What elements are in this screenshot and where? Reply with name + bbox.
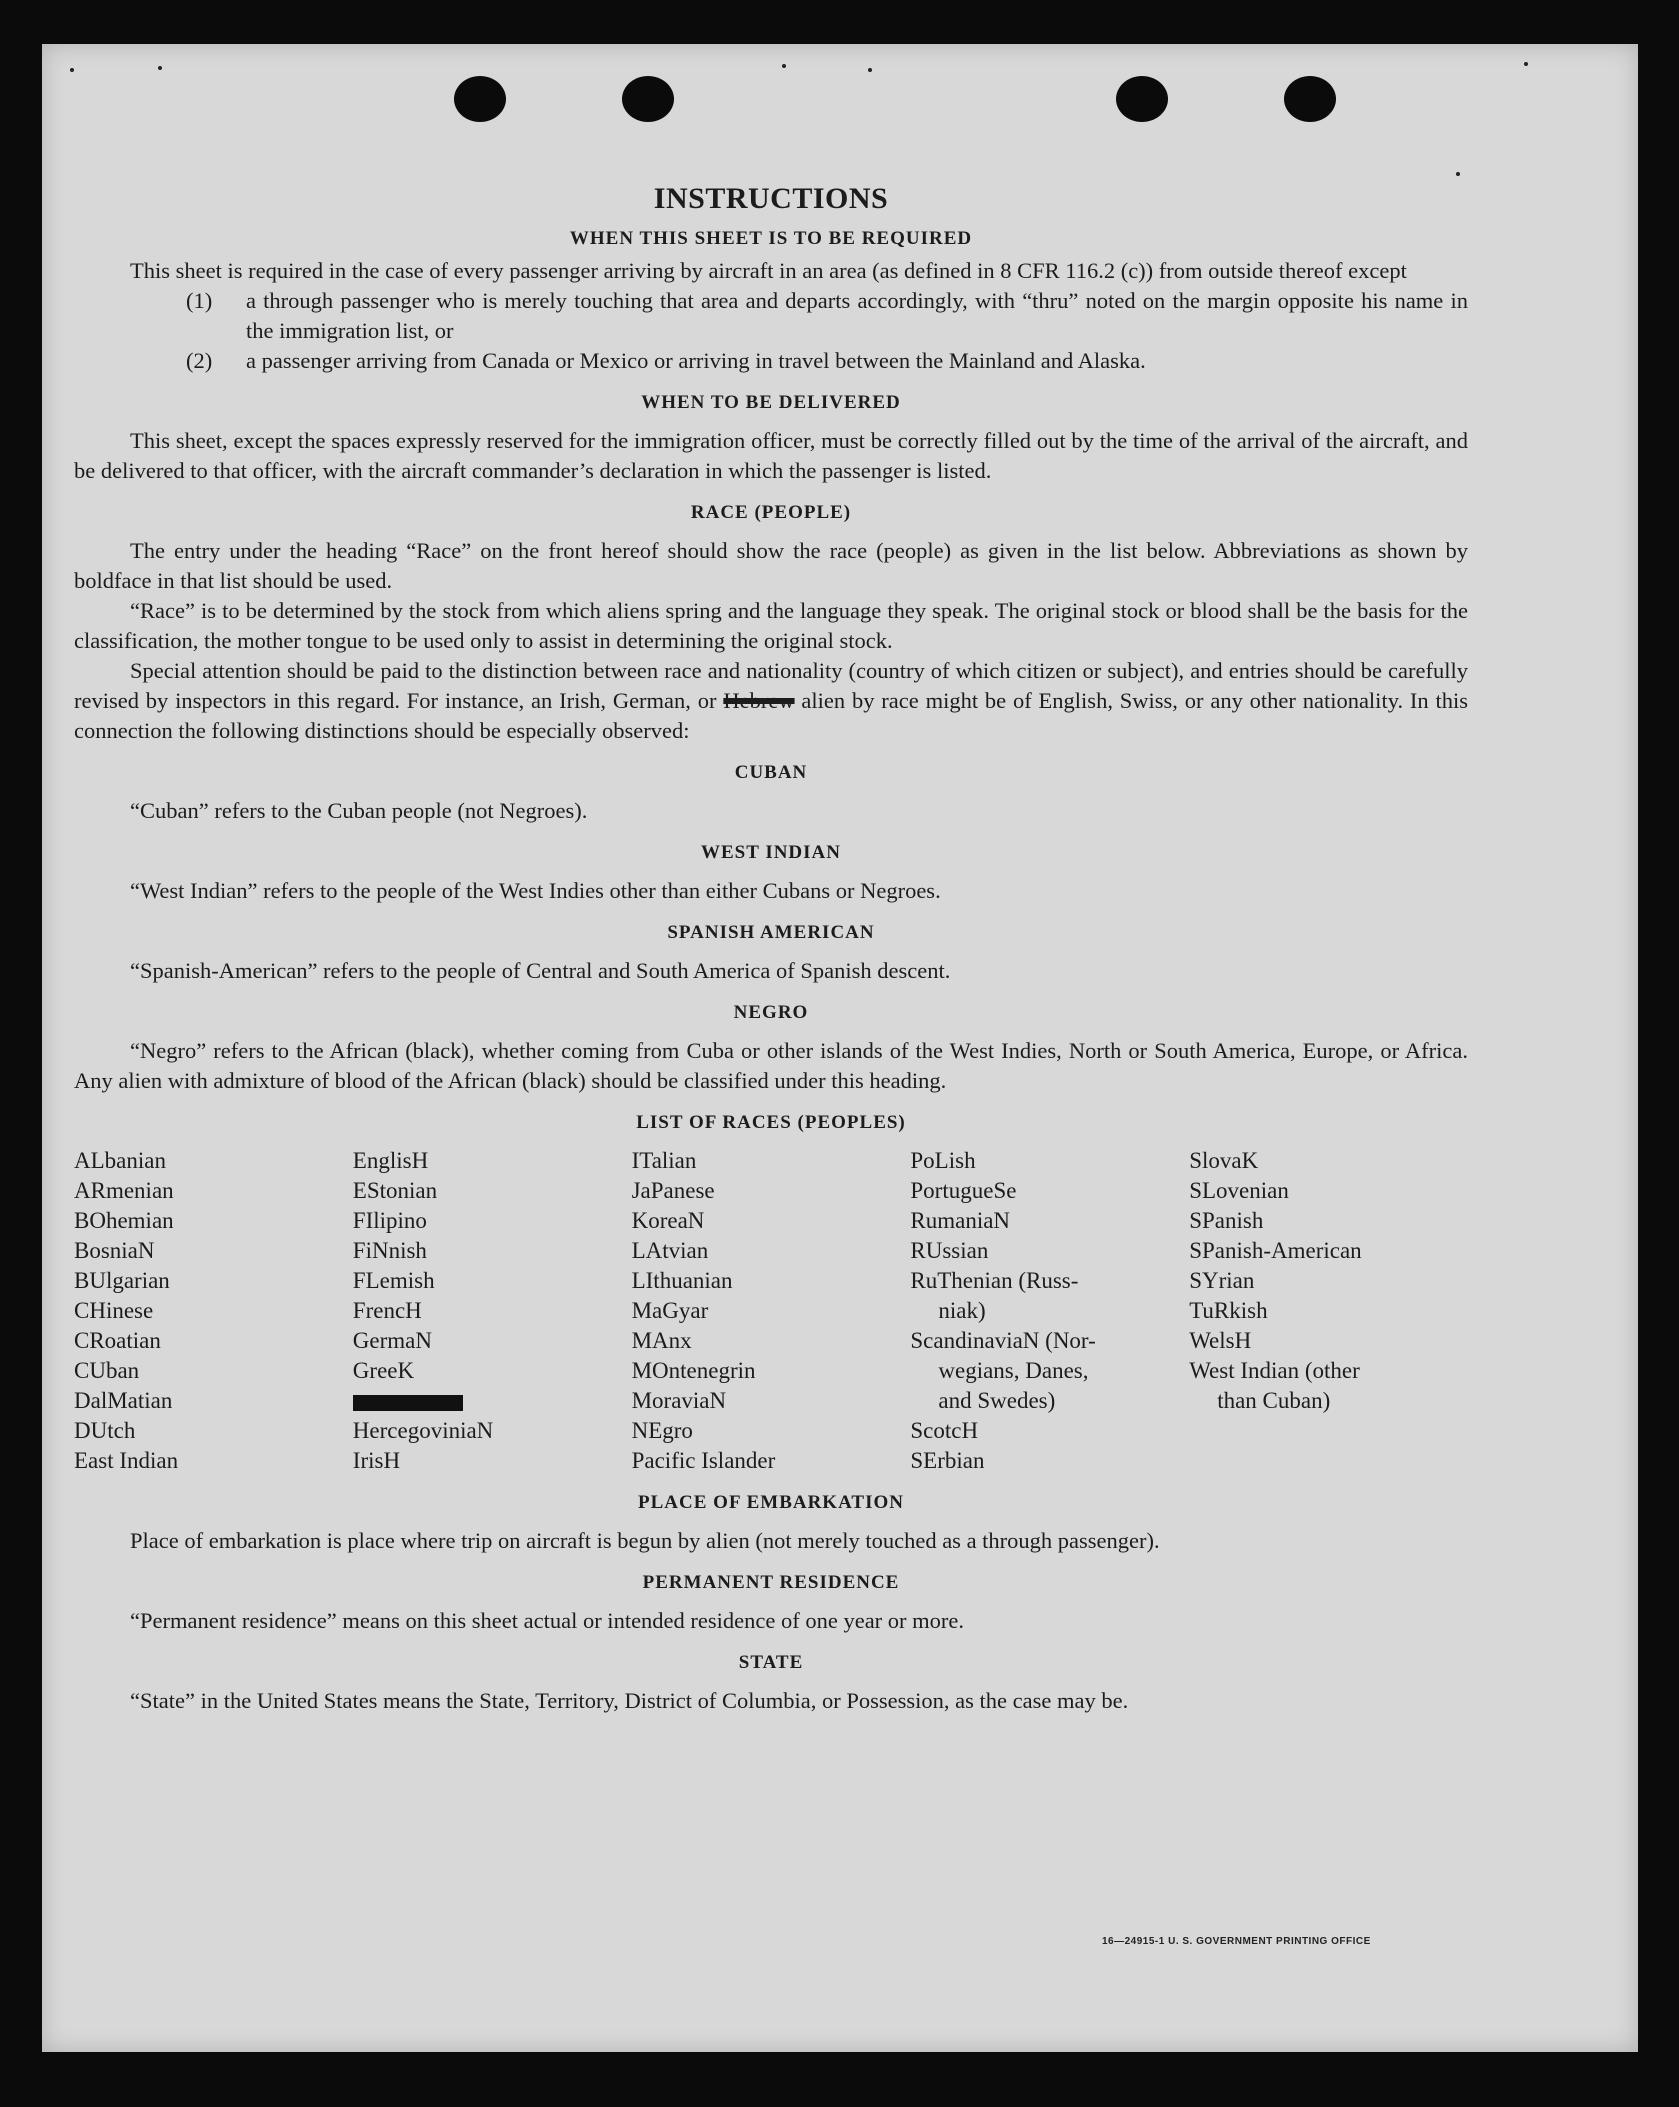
- punch-hole: [1284, 76, 1336, 122]
- paragraph-required: This sheet is required in the case of every passenger arriving by aircraft in an area (as defined in 8 CFR 116.2 (c)) from outside thereof except: [130, 258, 1407, 283]
- section-heading-state: STATE: [738, 1652, 804, 1673]
- race-item: FrencH: [352, 1298, 422, 1323]
- race-item: KoreaN: [631, 1208, 705, 1233]
- paragraph-race-2: “Race” is to be determined by the stock from which aliens spring and the language they speak. The original stock or blood shall be the basis for the classification, the mother tongue to be used only to assist in determining the original stock.: [74, 598, 1468, 653]
- race-item: MOntenegrin: [631, 1358, 756, 1383]
- dust-speck: [1524, 62, 1528, 66]
- race-item: East Indian: [74, 1448, 179, 1473]
- race-item-continued: and Swedes): [938, 1388, 1056, 1413]
- punch-hole: [622, 76, 674, 122]
- race-item: DUtch: [74, 1418, 136, 1443]
- instructions-content: [74, 184, 1468, 1716]
- race-item: TuRkish: [1189, 1298, 1268, 1323]
- race-item: SPanish-American: [1189, 1238, 1362, 1263]
- document-sheet: [42, 44, 1638, 2052]
- race-item: GermaN: [352, 1328, 432, 1353]
- section-heading-embarkation: PLACE OF EMBARKATION: [638, 1492, 904, 1513]
- race-item: FLemish: [352, 1268, 435, 1293]
- race-item: RumaniaN: [910, 1208, 1011, 1233]
- paragraph-race-3: [74, 656, 1468, 746]
- race-item: FiNnish: [352, 1238, 427, 1263]
- paragraph-cuban: “Cuban” refers to the Cuban people (not Negroes).: [130, 798, 588, 823]
- race-item: WelsH: [1189, 1328, 1252, 1353]
- section-heading-race: RACE (PEOPLE): [690, 502, 852, 523]
- section-heading-cuban: CUBAN: [734, 762, 808, 783]
- section-heading-required: WHEN THIS SHEET IS TO BE REQUIRED: [569, 228, 973, 249]
- race-item: CHinese: [74, 1298, 154, 1323]
- race-item: EStonian: [352, 1178, 438, 1203]
- paragraph-state: “State” in the United States means the State, Territory, District of Columbia, or Possession, as the case may be.: [130, 1688, 1129, 1713]
- race-item: Pacific Islander: [631, 1448, 776, 1473]
- race-item: PoLish: [910, 1148, 976, 1173]
- punch-hole: [1116, 76, 1168, 122]
- section-heading-delivered: WHEN TO BE DELIVERED: [641, 392, 901, 413]
- races-table: [74, 1146, 1468, 1476]
- dust-speck: [158, 66, 162, 70]
- race-item-redacted: [353, 1386, 632, 1416]
- race-item: MoraviaN: [631, 1388, 727, 1413]
- race-item: FIlipino: [352, 1208, 427, 1233]
- struck-word: Hebrew: [723, 688, 795, 713]
- race-item: MaGyar: [631, 1298, 709, 1323]
- races-column-5: [1189, 1146, 1468, 1476]
- punch-hole: [454, 76, 506, 122]
- races-column-2: [353, 1146, 632, 1476]
- paragraph-west-indian: “West Indian” refers to the people of the West Indies other than either Cubans or Negroes.: [130, 878, 941, 903]
- race-item: LAtvian: [631, 1238, 709, 1263]
- list-item-text: a passenger arriving from Canada or Mexico or arriving in travel between the Mainland and Alaska.: [246, 348, 1146, 373]
- dust-speck: [1456, 172, 1460, 176]
- dust-speck: [782, 64, 786, 68]
- list-item-text: a through passenger who is merely touching that area and departs accordingly, with “thru” noted on the margin opposite his name in the immigration list, or: [246, 288, 1468, 343]
- race-item: BosniaN: [74, 1238, 155, 1263]
- paragraph-race-3b: alien by race might be of English, Swiss, or any other nationality. In this connection the following distinctions should be especially observed:: [74, 688, 1469, 743]
- race-item: EnglisH: [352, 1148, 429, 1173]
- races-column-4: [910, 1146, 1189, 1476]
- races-column-3: [632, 1146, 911, 1476]
- race-item: GreeK: [352, 1358, 415, 1383]
- race-item: HercegoviniaN: [352, 1418, 494, 1443]
- race-item: SErbian: [910, 1448, 985, 1473]
- race-item: ARmenian: [74, 1178, 174, 1203]
- redaction-mark: [353, 1395, 463, 1411]
- race-item: ITalian: [631, 1148, 697, 1173]
- race-item: NEgro: [631, 1418, 693, 1443]
- race-item: CRoatian: [74, 1328, 161, 1353]
- race-item: SPanish: [1189, 1208, 1264, 1233]
- race-item: BUlgarian: [74, 1268, 170, 1293]
- race-item: ScandinaviaN (Nor-: [910, 1328, 1096, 1353]
- race-item: JaPanese: [631, 1178, 715, 1203]
- race-item: SlovaK: [1189, 1148, 1259, 1173]
- race-item: IrisH: [352, 1448, 401, 1473]
- paragraph-embarkation: Place of embarkation is place where trip on aircraft is begun by alien (not merely touched as a through passenger).: [130, 1528, 1160, 1553]
- section-heading-permanent-residence: PERMANENT RESIDENCE: [642, 1572, 900, 1593]
- race-item-continued: wegians, Danes,: [938, 1358, 1089, 1383]
- paragraph-race-1: The entry under the heading “Race” on the front hereof should show the race (people) as given in the list below. Abbreviations as shown by boldface in that list should be used.: [74, 538, 1468, 593]
- race-item: PortugueSe: [910, 1178, 1017, 1203]
- printing-office-code: 16—24915-1 U. S. GOVERNMENT PRINTING OFFICE: [1102, 1936, 1371, 1947]
- list-item: [186, 286, 1468, 346]
- race-item: RUssian: [910, 1238, 989, 1263]
- list-item-number: (2): [186, 348, 213, 373]
- section-heading-west-indian: WEST INDIAN: [701, 842, 841, 863]
- race-item: CUban: [74, 1358, 140, 1383]
- list-item: [186, 346, 1468, 376]
- paragraph-delivered: This sheet, except the spaces expressly reserved for the immigration officer, must be correctly filled out by the time of the arrival of the aircraft, and be delivered to that officer, with the aircraft commander’s declaration in which the passenger is listed.: [74, 428, 1468, 483]
- race-item: BOhemian: [74, 1208, 174, 1233]
- race-item: DalMatian: [74, 1388, 173, 1413]
- section-heading-list: LIST OF RACES (PEOPLES): [636, 1112, 906, 1133]
- race-item: ScotcH: [910, 1418, 979, 1443]
- race-item-continued: niak): [938, 1298, 986, 1323]
- race-item-continued: than Cuban): [1217, 1388, 1331, 1413]
- section-heading-spanish-american: SPANISH AMERICAN: [667, 922, 875, 943]
- section-heading-negro: NEGRO: [733, 1002, 809, 1023]
- race-item: RuThenian (Russ-: [910, 1268, 1079, 1293]
- paragraph-spanish-american: “Spanish-American” refers to the people of Central and South America of Spanish descent.: [130, 958, 951, 983]
- race-item: LIthuanian: [631, 1268, 733, 1293]
- paragraph-race-3a: Special attention should be paid to the distinction between race and nationality (country of which citizen or subject), and entries should be carefully revised by inspectors in this regard. For instance, an Irish, German, or: [74, 658, 1468, 713]
- dust-speck: [70, 68, 74, 72]
- race-item: SLovenian: [1189, 1178, 1289, 1203]
- dust-speck: [868, 68, 872, 72]
- race-item: SYrian: [1189, 1268, 1255, 1293]
- paragraph-permanent-residence: “Permanent residence” means on this sheet actual or intended residence of one year or more.: [130, 1608, 965, 1633]
- page-title: INSTRUCTIONS: [653, 182, 889, 215]
- race-item: West Indian (other: [1189, 1358, 1360, 1383]
- paragraph-negro: “Negro” refers to the African (black), whether coming from Cuba or other islands of the West Indies, North or South America, Europe, or Africa. Any alien with admixture of blood of the African (black) should be classified under this heading.: [74, 1038, 1468, 1093]
- races-column-1: [74, 1146, 353, 1476]
- race-item: MAnx: [631, 1328, 692, 1353]
- list-item-number: (1): [186, 288, 213, 313]
- race-item: ALbanian: [74, 1148, 166, 1173]
